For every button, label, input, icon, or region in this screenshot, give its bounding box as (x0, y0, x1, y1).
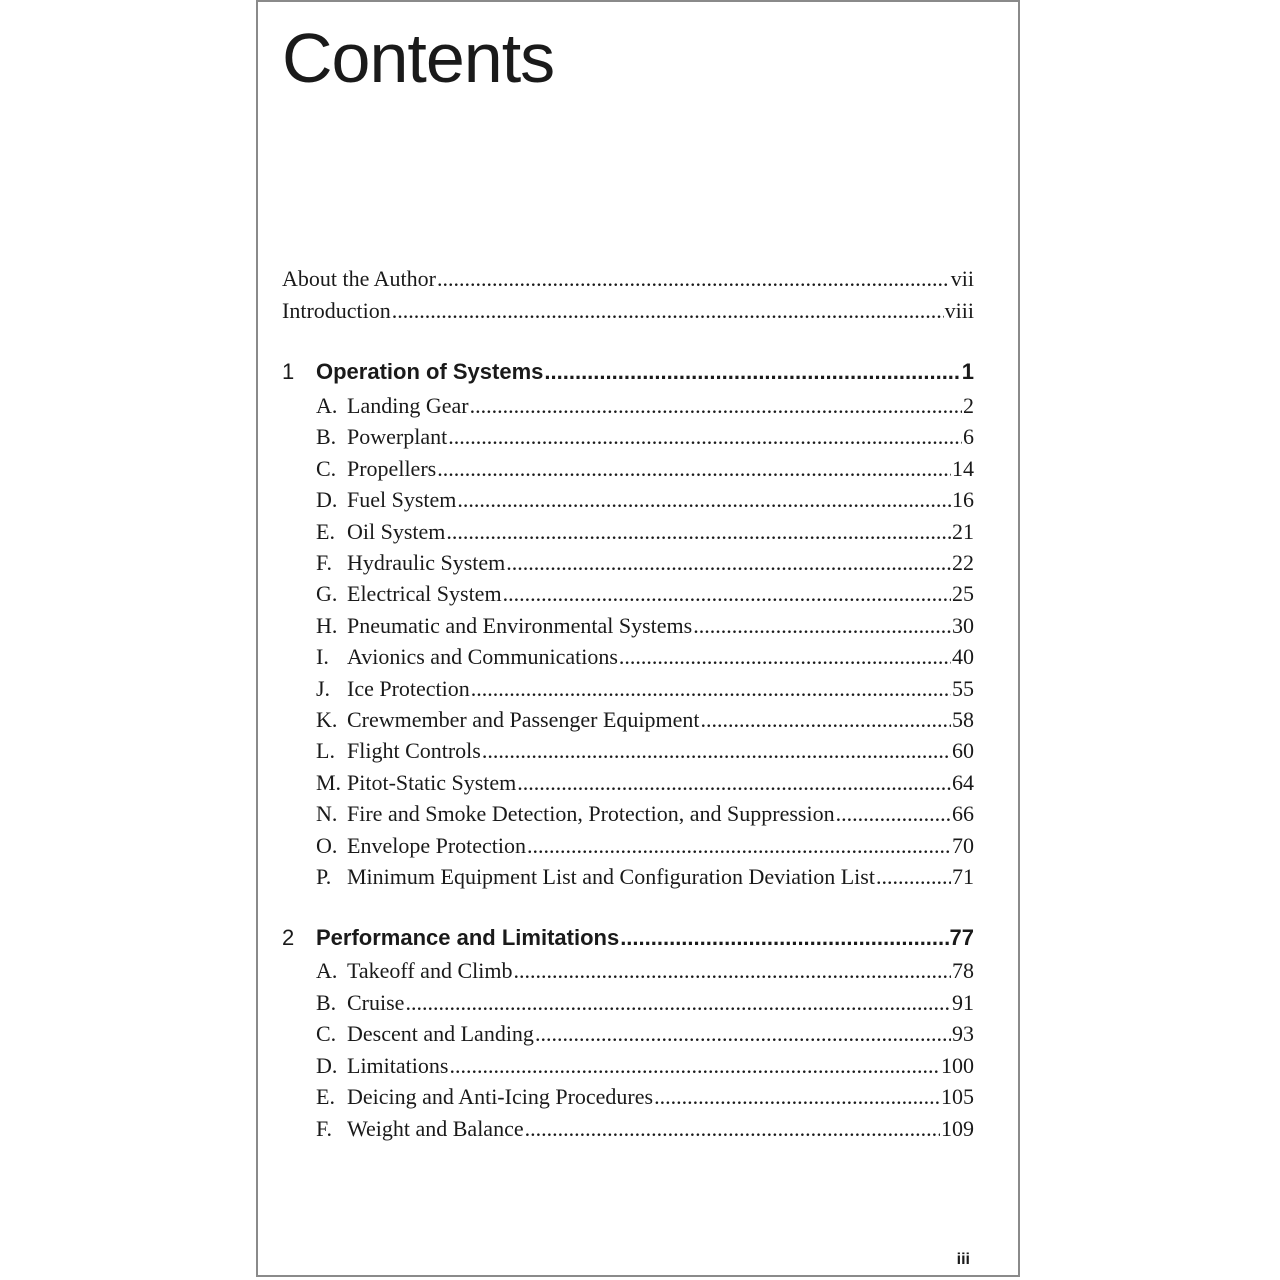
section-label: Deicing and Anti-Icing Procedures (347, 1084, 654, 1109)
toc-section-entry[interactable] (316, 581, 974, 607)
section-page: 91 (952, 989, 974, 1015)
section-page: 105 (941, 1084, 974, 1109)
section-label: Minimum Equipment List and Configuration Deviation List (347, 864, 875, 889)
page-title: Contents (282, 19, 555, 97)
section-letter: D. (316, 1052, 338, 1078)
section-label: Avionics and Communications (347, 644, 618, 670)
section-label: Fire and Smoke Detection, Protection, and Suppression (347, 801, 835, 827)
section-letter: I. (316, 644, 329, 670)
chapter-page: 1 (961, 359, 974, 384)
section-label: Pneumatic and Environmental Systems (347, 612, 693, 638)
section-page: 70 (952, 832, 974, 858)
section-page: 25 (952, 581, 974, 607)
section-page: 22 (952, 550, 974, 575)
toc-entry-about-the-author[interactable] (282, 266, 974, 292)
chapter-title: Operation of Systems (316, 359, 544, 384)
section-letter: N. (316, 801, 338, 827)
section-label: Landing Gear (347, 393, 469, 418)
section-letter: A. (316, 393, 338, 418)
section-letter: L. (316, 738, 335, 764)
toc-section-entry[interactable] (316, 550, 974, 576)
section-letter: B. (316, 989, 337, 1015)
section-page: 40 (952, 644, 974, 670)
section-letter: H. (316, 612, 338, 638)
dot-leader (619, 644, 951, 670)
dot-leader (544, 359, 960, 385)
toc-entry-label: Introduction (282, 298, 391, 323)
toc-section-entry[interactable] (316, 770, 974, 796)
dot-leader (517, 770, 951, 796)
dot-leader (503, 581, 951, 607)
toc-section-entry[interactable] (316, 519, 974, 545)
section-page: 21 (952, 518, 974, 544)
toc-section-entry[interactable] (316, 1084, 974, 1110)
dot-leader (527, 833, 951, 859)
dot-leader (620, 925, 948, 951)
toc-section-entry[interactable] (316, 393, 974, 419)
toc-section-entry[interactable] (316, 864, 974, 890)
toc-section-entry[interactable] (316, 990, 974, 1016)
section-letter: E. (316, 1084, 335, 1109)
section-letter: A. (316, 958, 338, 983)
section-label: Takeoff and Climb (347, 958, 513, 983)
chapter-page: 77 (949, 925, 974, 950)
dot-leader (654, 1084, 940, 1110)
section-label: Electrical System (347, 581, 502, 607)
section-page: 14 (952, 455, 974, 481)
book-page (256, 0, 1020, 1277)
chapter-title: Performance and Limitations (316, 925, 620, 950)
section-label: Powerplant (347, 424, 448, 450)
section-label: Oil System (347, 518, 446, 544)
section-letter: J. (316, 675, 331, 701)
dot-leader (446, 519, 951, 545)
toc-chapter-2[interactable] (282, 925, 974, 951)
toc-section-entry[interactable] (316, 487, 974, 513)
chapter-number: 1 (282, 359, 295, 384)
section-label: Envelope Protection (347, 832, 527, 858)
dot-leader (482, 738, 951, 764)
dot-leader (876, 864, 951, 890)
page-folio: iii (956, 1251, 970, 1268)
toc-section-entry[interactable] (316, 801, 974, 827)
toc-section-entry[interactable] (316, 1053, 974, 1079)
section-page: 30 (952, 612, 974, 638)
section-page: 93 (952, 1021, 974, 1046)
dot-leader (471, 676, 951, 702)
section-page: 58 (952, 707, 974, 732)
section-label: Descent and Landing (347, 1021, 534, 1046)
toc-section-entry[interactable] (316, 613, 974, 639)
section-page: 16 (952, 487, 974, 513)
section-label: Weight and Balance (347, 1115, 524, 1141)
dot-leader (457, 487, 951, 513)
section-label: Flight Controls (347, 738, 481, 764)
section-page: 109 (941, 1115, 974, 1141)
toc-section-entry[interactable] (316, 644, 974, 670)
dot-leader (405, 990, 951, 1016)
section-page: 6 (963, 424, 974, 450)
section-page: 60 (952, 738, 974, 764)
section-letter: O. (316, 832, 338, 858)
section-label: Hydraulic System (347, 550, 506, 575)
section-label: Propellers (347, 455, 437, 481)
section-label: Fuel System (347, 487, 457, 513)
toc-section-entry[interactable] (316, 424, 974, 450)
section-page: 64 (952, 769, 974, 795)
toc-section-entry[interactable] (316, 738, 974, 764)
section-label: Limitations (347, 1052, 449, 1078)
dot-leader (448, 424, 962, 450)
section-page: 2 (963, 393, 974, 418)
section-letter: C. (316, 455, 337, 481)
toc-entry-label: About the Author (282, 266, 436, 291)
toc-entry-page: vii (950, 266, 974, 291)
toc-section-entry[interactable] (316, 676, 974, 702)
section-letter: C. (316, 1021, 337, 1046)
section-label: Cruise (347, 989, 405, 1015)
dot-leader (437, 456, 951, 482)
toc-section-entry[interactable] (316, 958, 974, 984)
dot-leader (513, 958, 951, 984)
section-page: 78 (952, 958, 974, 983)
section-page: 66 (952, 801, 974, 827)
toc-chapter-1[interactable] (282, 359, 974, 385)
section-letter: K. (316, 707, 338, 732)
dot-leader (693, 613, 951, 639)
section-page: 100 (941, 1052, 974, 1078)
toc-section-entry[interactable] (316, 1021, 974, 1047)
toc-entry-page: viii (944, 298, 974, 323)
dot-leader (525, 1116, 940, 1142)
dot-leader (437, 266, 950, 292)
dot-leader (836, 801, 951, 827)
section-letter: M. (316, 769, 342, 795)
dot-leader (535, 1021, 951, 1047)
dot-leader (506, 550, 951, 576)
section-letter: E. (316, 518, 335, 544)
section-label: Crewmember and Passenger Equipment (347, 707, 700, 732)
dot-leader (701, 707, 951, 733)
toc-entry-introduction[interactable] (282, 298, 974, 324)
section-letter: D. (316, 487, 338, 513)
section-letter: F. (316, 550, 332, 575)
section-page: 71 (952, 864, 974, 889)
chapter-number: 2 (282, 925, 295, 950)
toc-section-entry[interactable] (316, 707, 974, 733)
section-letter: P. (316, 864, 332, 889)
section-page: 55 (952, 675, 974, 701)
section-letter: G. (316, 581, 338, 607)
toc-section-entry[interactable] (316, 1116, 974, 1142)
dot-leader (449, 1053, 940, 1079)
dot-leader (392, 298, 944, 324)
section-letter: F. (316, 1115, 332, 1141)
section-letter: B. (316, 424, 337, 450)
dot-leader (470, 393, 962, 419)
toc-section-entry[interactable] (316, 456, 974, 482)
section-label: Ice Protection (347, 675, 470, 701)
toc-section-entry[interactable] (316, 833, 974, 859)
section-label: Pitot-Static System (347, 769, 517, 795)
